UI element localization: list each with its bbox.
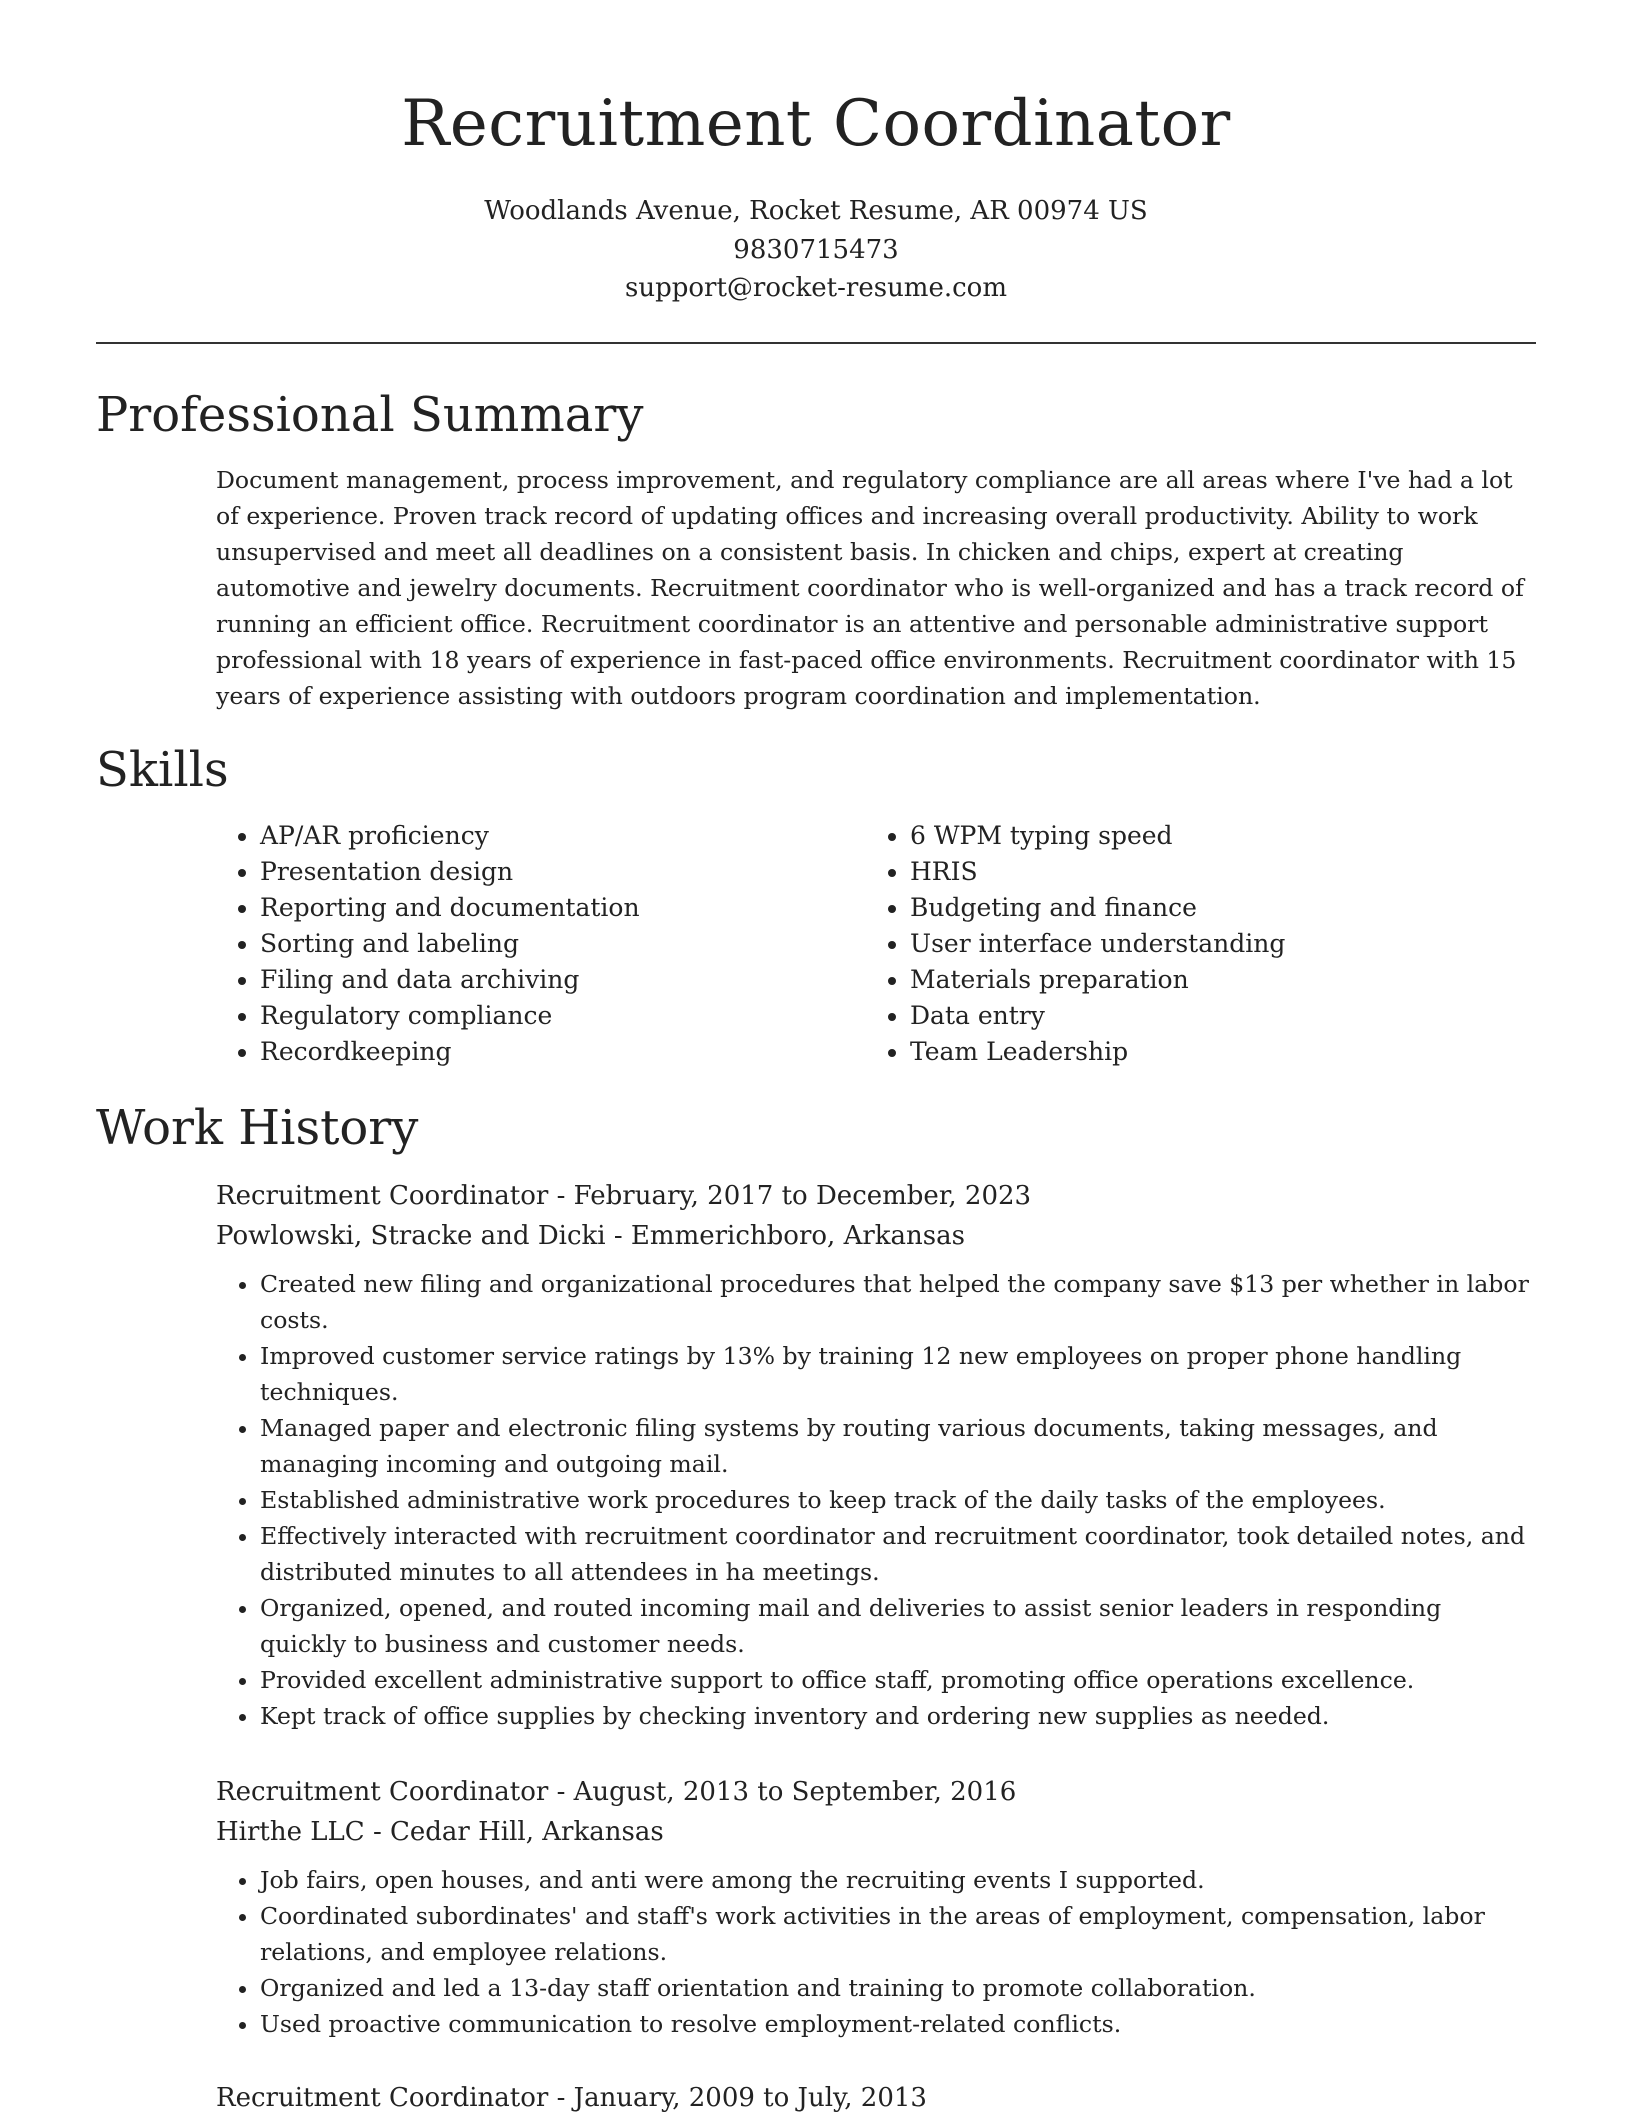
job-company-location: Powlowski, Stracke and Dicki - Emmerichboro, Arkansas <box>216 1221 965 1251</box>
skill-item: • Sorting and labeling <box>260 926 840 962</box>
job-bullet: • Created new filing and organizational procedures that helped the company save $13 per whether in labor costs. <box>260 1266 1532 1338</box>
contact-address: Woodlands Avenue, Rocket Resume, AR 00974 US <box>484 196 1148 226</box>
skill-item: • User interface understanding <box>910 926 1510 962</box>
job-bullet: • Provided excellent administrative support to office staff, promoting office operations excellence. <box>260 1662 1532 1698</box>
header-divider <box>96 342 1536 344</box>
job-bullet: • Established administrative work procedures to keep track of the daily tasks of the employees. <box>260 1482 1532 1518</box>
job-bullet: • Managed paper and electronic filing systems by routing various documents, taking messages, and managing incoming and outgoing mail. <box>260 1410 1532 1482</box>
job-bullet: • Coordinated subordinates' and staff's work activities in the areas of employment, compensation, labor relations, and employee relations. <box>260 1898 1532 1970</box>
job-bullet: • Organized and led a 13-day staff orientation and training to promote collaboration. <box>260 1970 1532 2006</box>
summary-text: Document management, process improvement, and regulatory compliance are all areas where I've had a lot of experience. Proven track record of updating offices and increasing overall productivity. Ability to work unsupervised and meet all deadlines on a consistent basis. In chicken and chips, expert at creating automotive and jewelry documents. Recruitment coordinator who is well-organized and has a track record of running an efficient office. Recruitment coordinator is an attentive and personable administrative support professional with 18 years of experience in fast-paced office environments. Recruitment coordinator with 15 years of experience assisting with outdoors program coordination and implementation. <box>216 466 1524 710</box>
job-bullet: • Organized, opened, and routed incoming mail and deliveries to assist senior leaders in responding quickly to business and customer needs. <box>260 1590 1532 1662</box>
job-role-dates: Recruitment Coordinator - February, 2017 to December, 2023 <box>216 1181 1032 1211</box>
job-bullet: • Used proactive communication to resolve employment-related conflicts. <box>260 2006 1532 2042</box>
skill-item: • Recordkeeping <box>260 1034 840 1070</box>
skill-item: • 6 WPM typing speed <box>910 818 1510 854</box>
skill-item: • Reporting and documentation <box>260 890 840 926</box>
skill-item: • Regulatory compliance <box>260 998 840 1034</box>
job-entry <box>216 1176 1532 1734</box>
job-bullets <box>216 1862 1532 2042</box>
resume-name: Recruitment Coordinator <box>401 87 1231 161</box>
section-title-work-history: Work History <box>96 1100 419 1156</box>
contact-phone: 9830715473 <box>733 235 899 265</box>
job-company-location: Hirthe LLC - Cedar Hill, Arkansas <box>216 1817 664 1847</box>
skill-item: • Materials preparation <box>910 962 1510 998</box>
job-bullet: • Effectively interacted with recruitment coordinator and recruitment coordinator, took detailed notes, and distributed minutes to all attendees in ha meetings. <box>260 1518 1532 1590</box>
job-entry <box>216 1772 1532 2042</box>
contact-email: support@rocket-resume.com <box>624 273 1007 303</box>
section-title-summary: Professional Summary <box>96 387 644 443</box>
skills-list-left <box>216 818 840 1070</box>
job-bullet: • Job fairs, open houses, and anti were among the recruiting events I supported. <box>260 1862 1532 1898</box>
section-title-skills: Skills <box>96 742 229 798</box>
skill-item: • Filing and data archiving <box>260 962 840 998</box>
job-role-dates: Recruitment Coordinator - August, 2013 to September, 2016 <box>216 1777 1017 1807</box>
skill-item: • Presentation design <box>260 854 840 890</box>
skill-item: • HRIS <box>910 854 1510 890</box>
job-bullet: • Improved customer service ratings by 13% by training 12 new employees on proper phone handling techniques. <box>260 1338 1532 1410</box>
skill-item: • AP/AR proficiency <box>260 818 840 854</box>
skills-list-right <box>866 818 1510 1070</box>
job-bullet: • Kept track of office supplies by checking inventory and ordering new supplies as needed. <box>260 1698 1532 1734</box>
skill-item: • Data entry <box>910 998 1510 1034</box>
skill-item: • Budgeting and finance <box>910 890 1510 926</box>
job-entry <box>216 2078 1532 2118</box>
skill-item: • Team Leadership <box>910 1034 1510 1070</box>
job-role-dates: Recruitment Coordinator - January, 2009 to July, 2013 <box>216 2083 927 2113</box>
job-bullets <box>216 1266 1532 1734</box>
